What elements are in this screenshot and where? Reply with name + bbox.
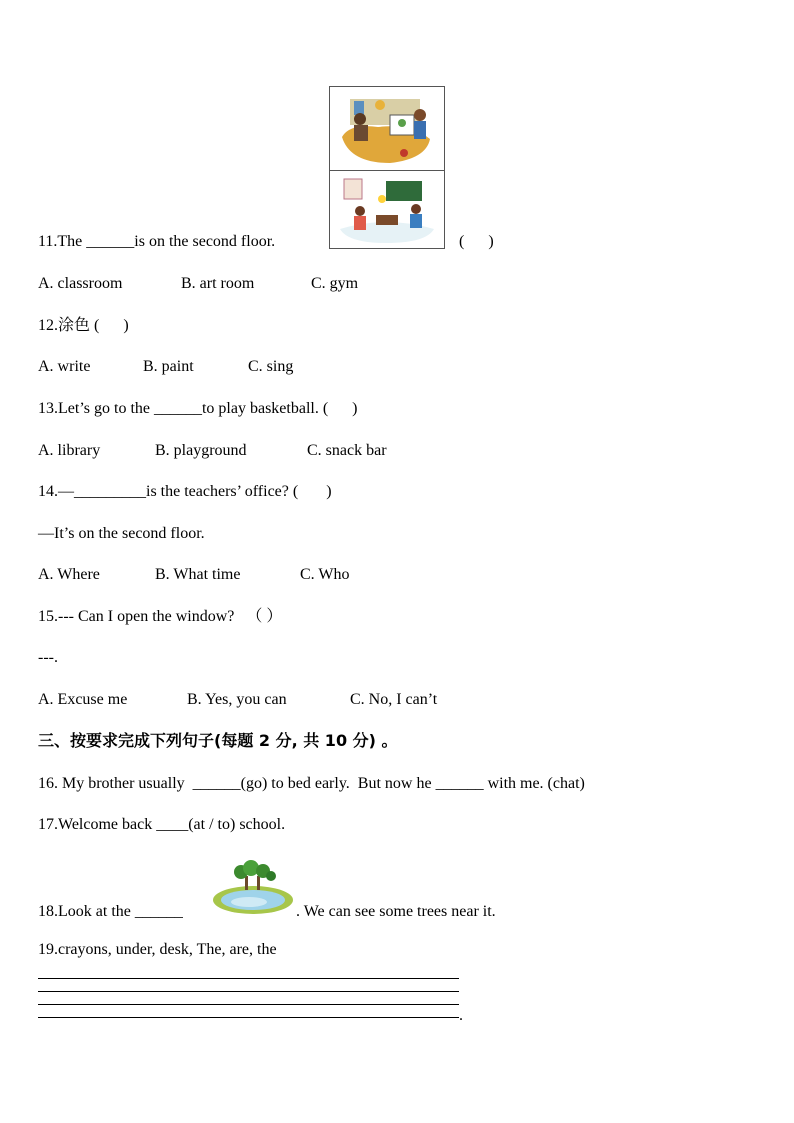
question-19-text: 19.crayons, under, desk, The, are, the [38, 941, 277, 958]
option-a: A. library [38, 442, 101, 459]
question-11-text: 11.The ______is on the second floor. [38, 233, 276, 250]
question-15-reply: ---. [38, 649, 58, 666]
section-3-heading: 三、按要求完成下列句子(每题 2 分, 共 10 分) 。 [38, 731, 398, 750]
answer-line-4 [38, 1017, 459, 1018]
question-12-text: 12.涂色 ( ) [38, 317, 129, 334]
option-c: C. No, I can’t [350, 691, 438, 708]
option-c: C. sing [248, 358, 294, 375]
question-14-reply: —It’s on the second floor. [38, 525, 205, 542]
option-a: A. classroom [38, 275, 123, 292]
pond-with-trees-illustration [211, 860, 295, 916]
question-18-text-start: 18.Look at the ______ [38, 903, 183, 920]
art-room-illustration [330, 87, 444, 170]
question-18-text-end: . We can see some trees near it. [296, 903, 496, 920]
question-13-text: 13.Let’s go to the ______to play basketball. ( ) [38, 400, 358, 417]
pond-image [211, 860, 295, 916]
option-b: B. playground [155, 442, 247, 459]
option-a: A. Where [38, 566, 100, 583]
answer-line-1 [38, 978, 459, 979]
option-b: B. paint [143, 358, 194, 375]
answer-paren: ( ) [459, 233, 494, 250]
question-11-image-top [329, 86, 445, 171]
option-c: C. Who [300, 566, 350, 583]
classroom-illustration [330, 171, 444, 248]
question-11-image-bottom [329, 170, 445, 249]
answer-line-3 [38, 1004, 459, 1005]
option-b: B. art room [181, 275, 255, 292]
option-a: A. write [38, 358, 91, 375]
option-c: C. gym [311, 275, 359, 292]
option-b: B. Yes, you can [187, 691, 287, 708]
question-16-text: 16. My brother usually ______(go) to bed early. But now he ______ with me. (chat) [38, 775, 585, 792]
question-17-text: 17.Welcome back ____(at / to) school. [38, 816, 286, 833]
option-b: B. What time [155, 566, 241, 583]
option-a: A. Excuse me [38, 691, 128, 708]
answer-line-2 [38, 991, 459, 992]
question-15-text: 15.--- Can I open the window? （ ） [38, 608, 283, 625]
question-14-text: 14.—_________is the teachers’ office? ( ) [38, 483, 332, 500]
answer-end-period: . [459, 1007, 463, 1024]
option-c: C. snack bar [307, 442, 387, 459]
